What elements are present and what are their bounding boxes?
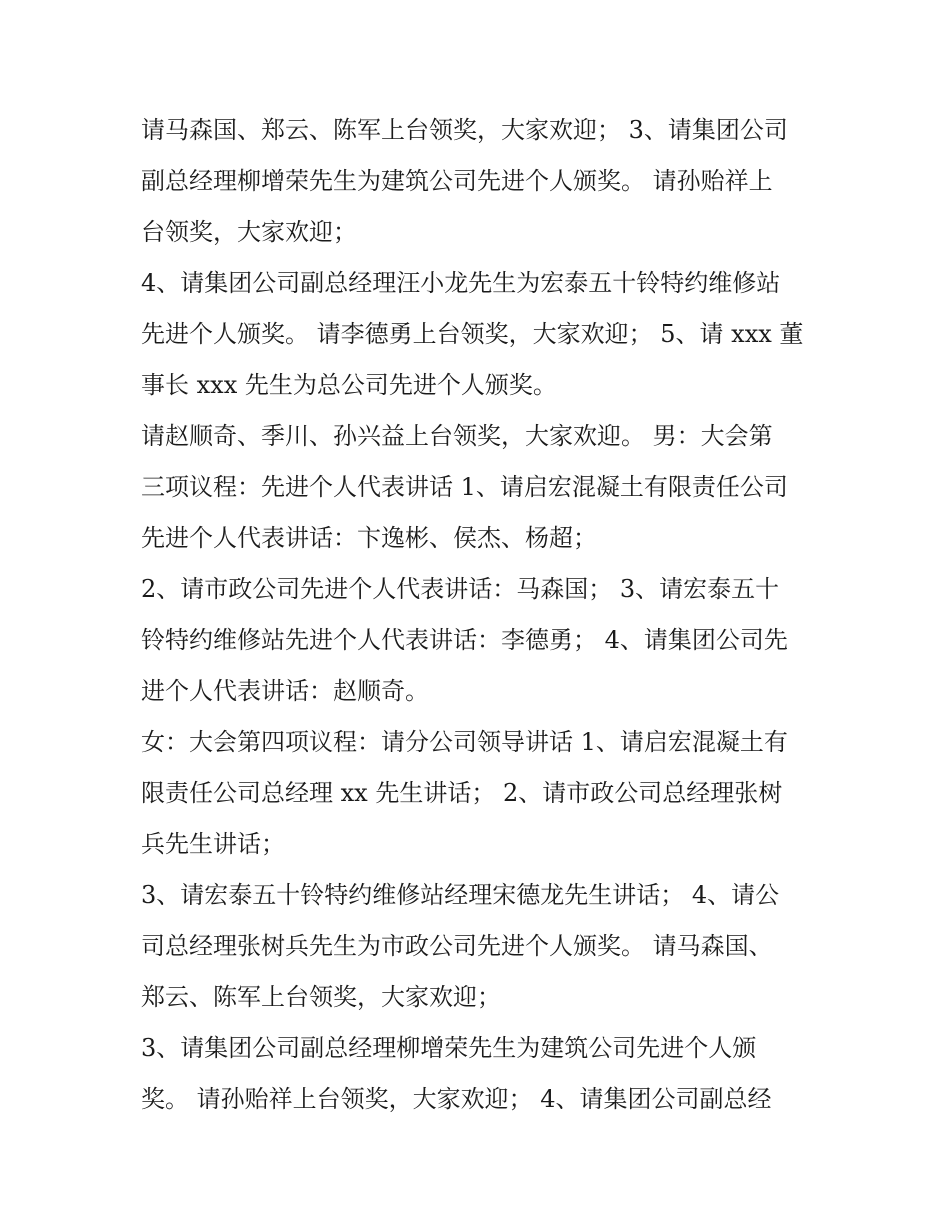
document-body: [141, 105, 821, 1125]
text-line: 兵先生讲话；: [141, 830, 285, 858]
text-line: 台领奖，大家欢迎；: [141, 218, 357, 246]
text-line: 先进个人颁奖。 请李德勇上台领奖，大家欢迎； 5、请 xxx 董: [141, 320, 804, 348]
text-line: 3、请集团公司副总经理柳增荣先生为建筑公司先进个人颁: [141, 1034, 757, 1062]
text-line: 进个人代表讲话：赵顺奇。: [141, 677, 429, 705]
text-line: 请赵顺奇、季川、孙兴益上台领奖，大家欢迎。 男：大会第: [141, 422, 773, 450]
text-line: 司总经理张树兵先生为市政公司先进个人颁奖。 请马森国、: [141, 932, 773, 960]
text-line: 郑云、陈军上台领奖，大家欢迎；: [141, 983, 501, 1011]
text-line: 请马森国、郑云、陈军上台领奖，大家欢迎； 3、请集团公司: [141, 116, 788, 144]
text-line: 限责任公司总经理 xx 先生讲话； 2、请市政公司总经理张树: [141, 779, 783, 807]
text-line: 4、请集团公司副总经理汪小龙先生为宏泰五十铃特约维修站: [141, 269, 781, 297]
text-line: 先进个人代表讲话：卞逸彬、侯杰、杨超；: [141, 524, 597, 552]
text-line: 奖。 请孙贻祥上台领奖，大家欢迎； 4、请集团公司副总经: [141, 1085, 772, 1113]
text-line: 2、请市政公司先进个人代表讲话：马森国； 3、请宏泰五十: [141, 575, 780, 603]
text-line: 事长 xxx 先生为总公司先进个人颁奖。: [141, 371, 557, 399]
text-line: 三项议程：先进个人代表讲话 1、请启宏混凝土有限责任公司: [141, 473, 788, 501]
text-line: 女：大会第四项议程：请分公司领导讲话 1、请启宏混凝土有: [141, 728, 788, 756]
text-line: 副总经理柳增荣先生为建筑公司先进个人颁奖。 请孙贻祥上: [141, 167, 773, 195]
text-line: 铃特约维修站先进个人代表讲话：李德勇； 4、请集团公司先: [141, 626, 788, 654]
text-line: 3、请宏泰五十铃特约维修站经理宋德龙先生讲话； 4、请公: [141, 881, 780, 909]
